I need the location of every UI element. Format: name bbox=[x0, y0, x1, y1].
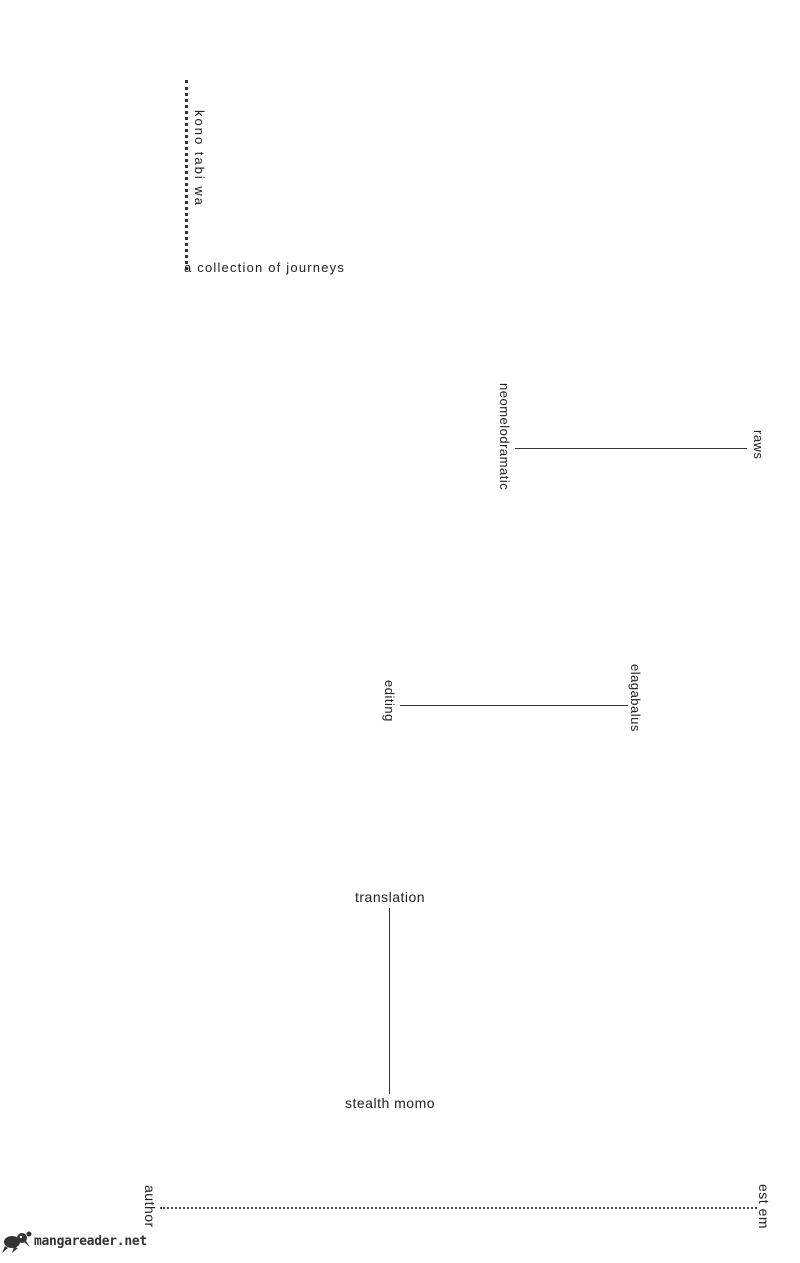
translation-role: translation bbox=[355, 889, 426, 905]
author-name: est em bbox=[756, 1184, 772, 1230]
raws-name: neomelodramatic bbox=[497, 383, 512, 491]
mangareader-logo-icon bbox=[2, 1229, 36, 1253]
title-vertical-text: kono tabi wa bbox=[192, 110, 207, 207]
author-role: author bbox=[142, 1185, 158, 1228]
author-dotted-line bbox=[160, 1207, 757, 1209]
editing-role: editing bbox=[382, 680, 397, 722]
raws-connector-line bbox=[515, 448, 747, 449]
translation-name: stealth momo bbox=[345, 1095, 436, 1111]
raws-role: raws bbox=[751, 430, 766, 460]
title-dotted-line bbox=[185, 80, 188, 270]
watermark bbox=[2, 1228, 147, 1254]
editing-name: elagabalus bbox=[628, 664, 643, 732]
watermark-text: mangareader.net bbox=[34, 1233, 147, 1249]
title-subtitle: a collection of journeys bbox=[184, 260, 346, 275]
translation-connector-line bbox=[389, 908, 390, 1094]
editing-connector-line bbox=[400, 705, 628, 706]
